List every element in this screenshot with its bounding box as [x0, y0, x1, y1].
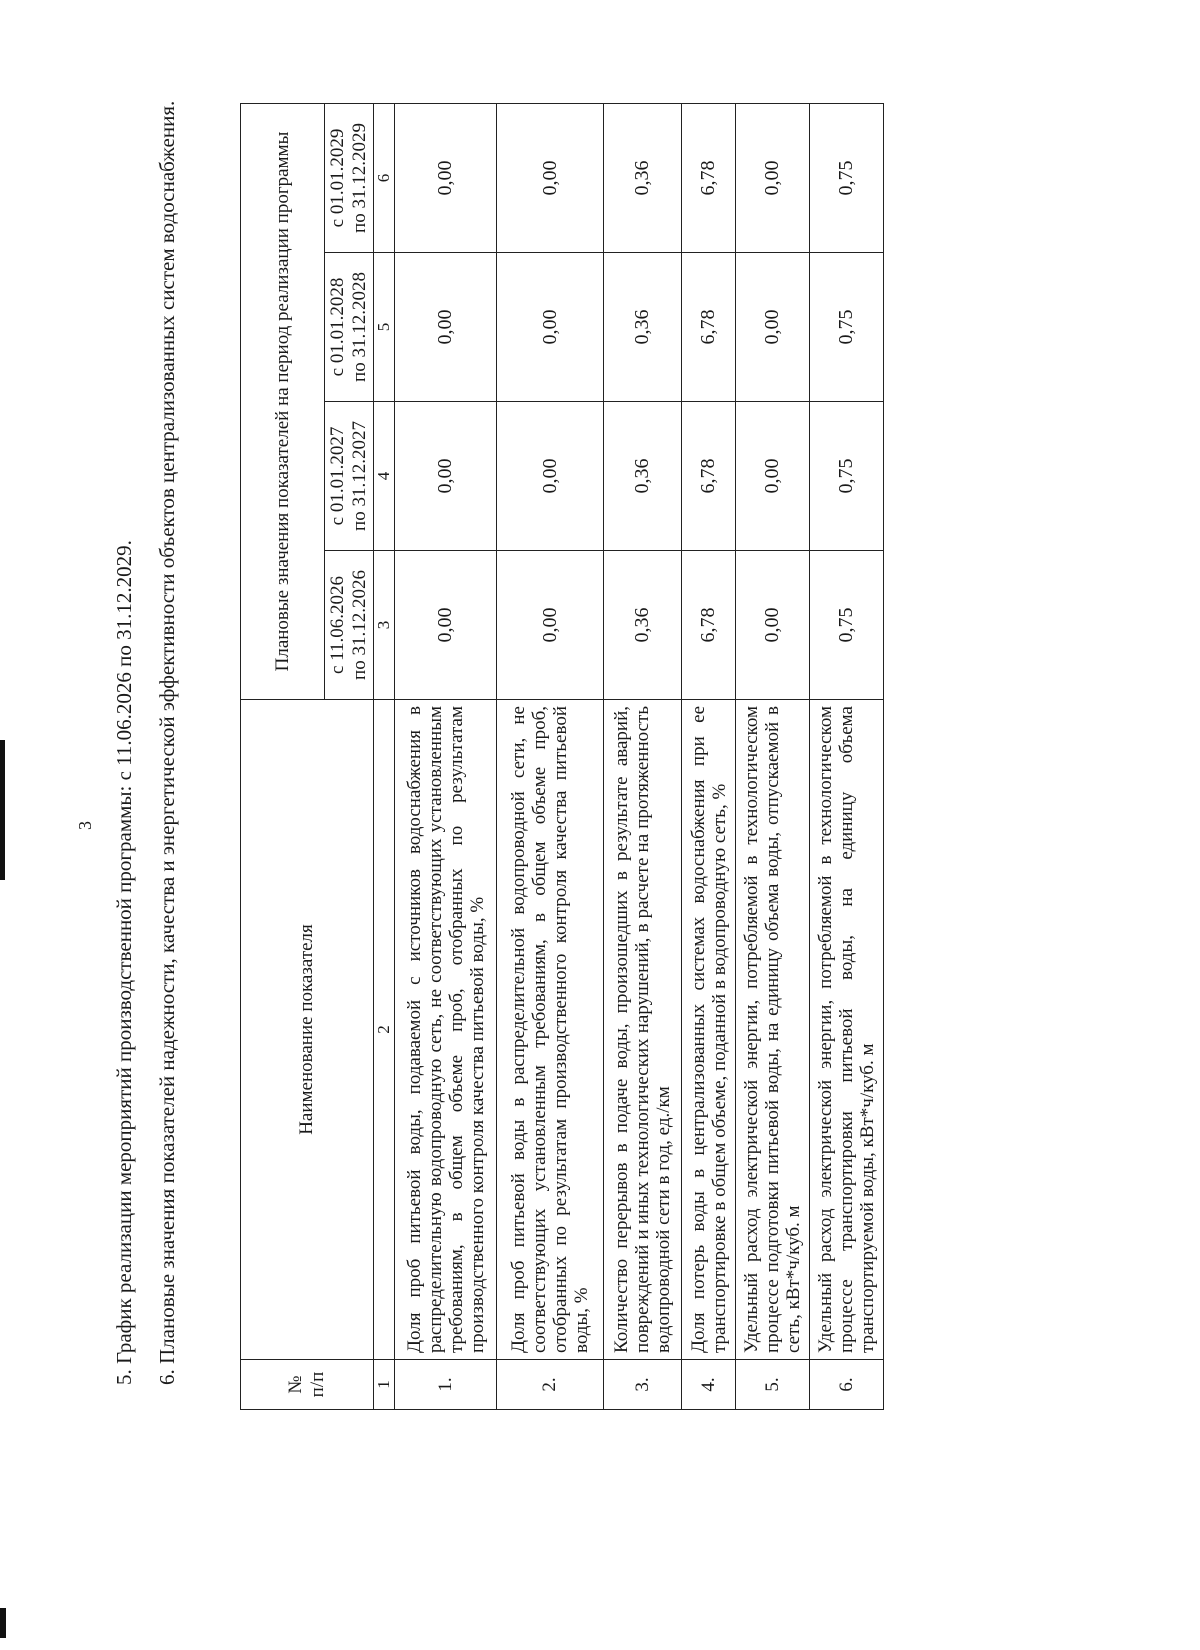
indicator-value: 0,00 [395, 253, 497, 402]
row-number: 5. [736, 1360, 810, 1410]
period-from: с 01.01.2029 [327, 128, 348, 228]
indicator-value: 0,00 [395, 104, 497, 253]
indicator-name: Количество перерывов в подаче воды, произошедших в результате аварий, повреждений и иных технологических нарушений, в расчете на протяженность водопроводной сети в год, ед./км [604, 700, 682, 1360]
page-number: 3 [75, 821, 95, 830]
row-number: 2. [497, 1360, 604, 1410]
row-number: 1. [395, 1360, 497, 1410]
indicator-value: 6,78 [682, 551, 736, 700]
indicator-value: 0,00 [497, 551, 604, 700]
indicator-value: 0,75 [810, 402, 884, 551]
period-to: по 31.12.2028 [349, 272, 370, 382]
indicator-value: 6,78 [682, 402, 736, 551]
table-row [682, 104, 736, 1410]
indicator-value: 0,36 [604, 253, 682, 402]
indicator-value: 0,75 [810, 253, 884, 402]
indicator-value: 0,36 [604, 402, 682, 551]
indicator-value: 0,00 [736, 551, 810, 700]
indicator-value: 0,00 [395, 402, 497, 551]
indicator-name: Удельный расход электрической энергии, потребляемой в технологическом процессе транспортировки питьевой воды, на единицу объема транспортируемой воды, кВт*ч/куб. м [810, 700, 884, 1360]
indicator-value: 6,78 [682, 253, 736, 402]
column-index: 3 [374, 551, 395, 700]
indicator-value: 0,00 [736, 402, 810, 551]
indicator-value: 0,00 [497, 402, 604, 551]
period-to: по 31.12.2026 [349, 570, 370, 680]
indicator-name: Доля проб питьевой воды в распределительной водопроводной сети, не соответствующих установленным требованиям, в общем объеме проб, отобранных по результатам производственного контроля качества питьевой воды, % [497, 700, 604, 1360]
row-number: 6. [810, 1360, 884, 1410]
indicator-value: 0,36 [604, 551, 682, 700]
indicators-table [240, 103, 884, 1410]
indicator-value: 0,00 [497, 104, 604, 253]
table-row [736, 104, 810, 1410]
indicator-name: Доля проб питьевой воды, подаваемой с источников водоснабжения в распределительную водопроводную сеть, не соответствующих установленным требованиям, в общем объеме проб, отобранных по результатам производственного контроля качества питьевой воды, % [395, 700, 497, 1360]
column-index: 2 [374, 700, 395, 1360]
period-header-3 [325, 253, 374, 402]
indicator-value: 0,00 [497, 253, 604, 402]
period-from: с 01.01.2028 [327, 277, 348, 377]
indicator-value: 0,00 [395, 551, 497, 700]
indicator-value: 6,78 [682, 104, 736, 253]
header-indicator-name: Наименование показателя [241, 700, 374, 1360]
indicator-value: 0,00 [736, 253, 810, 402]
indicator-value: 0,36 [604, 104, 682, 253]
section-5-schedule: 5. График реализации мероприятий производственной программы: с 11.06.2026 по 31.12.2029. [112, 540, 136, 1385]
table-row [604, 104, 682, 1410]
period-from: с 01.01.2027 [327, 426, 348, 526]
row-number: 3. [604, 1360, 682, 1410]
table-row [810, 104, 884, 1410]
column-index: 6 [374, 104, 395, 253]
period-header-2 [325, 402, 374, 551]
table-row [395, 104, 497, 1410]
indicator-name: Удельный расход электрической энергии, потребляемой в технологическом процессе подготовки питьевой воды, на единицу объема воды, отпускаемой в сеть, кВт*ч/куб. м [736, 700, 810, 1360]
row-number: 4. [682, 1360, 736, 1410]
period-to: по 31.12.2029 [349, 123, 370, 233]
indicator-name: Доля потерь воды в централизованных системах водоснабжения при ее транспортировке в общем объеме, поданной в водопроводную сеть, % [682, 700, 736, 1360]
indicator-value: 0,75 [810, 551, 884, 700]
period-from: с 11.06.2026 [327, 576, 348, 674]
column-index: 4 [374, 402, 395, 551]
indicator-value: 0,75 [810, 104, 884, 253]
column-index: 1 [374, 1360, 395, 1410]
period-to: по 31.12.2027 [349, 421, 370, 531]
column-index: 5 [374, 253, 395, 402]
header-number: № п/п [241, 1360, 374, 1410]
period-header-4 [325, 104, 374, 253]
column-index-row [374, 104, 395, 1410]
section-6-title: 6. Плановые значения показателей надежности, качества и энергетической эффективности объектов централизованных систем водоснабжения. [155, 100, 179, 1385]
period-header-1 [325, 551, 374, 700]
header-planned-values: Плановые значения показателей на период реализации программы [241, 104, 325, 700]
table-row [497, 104, 604, 1410]
indicator-value: 0,00 [736, 104, 810, 253]
